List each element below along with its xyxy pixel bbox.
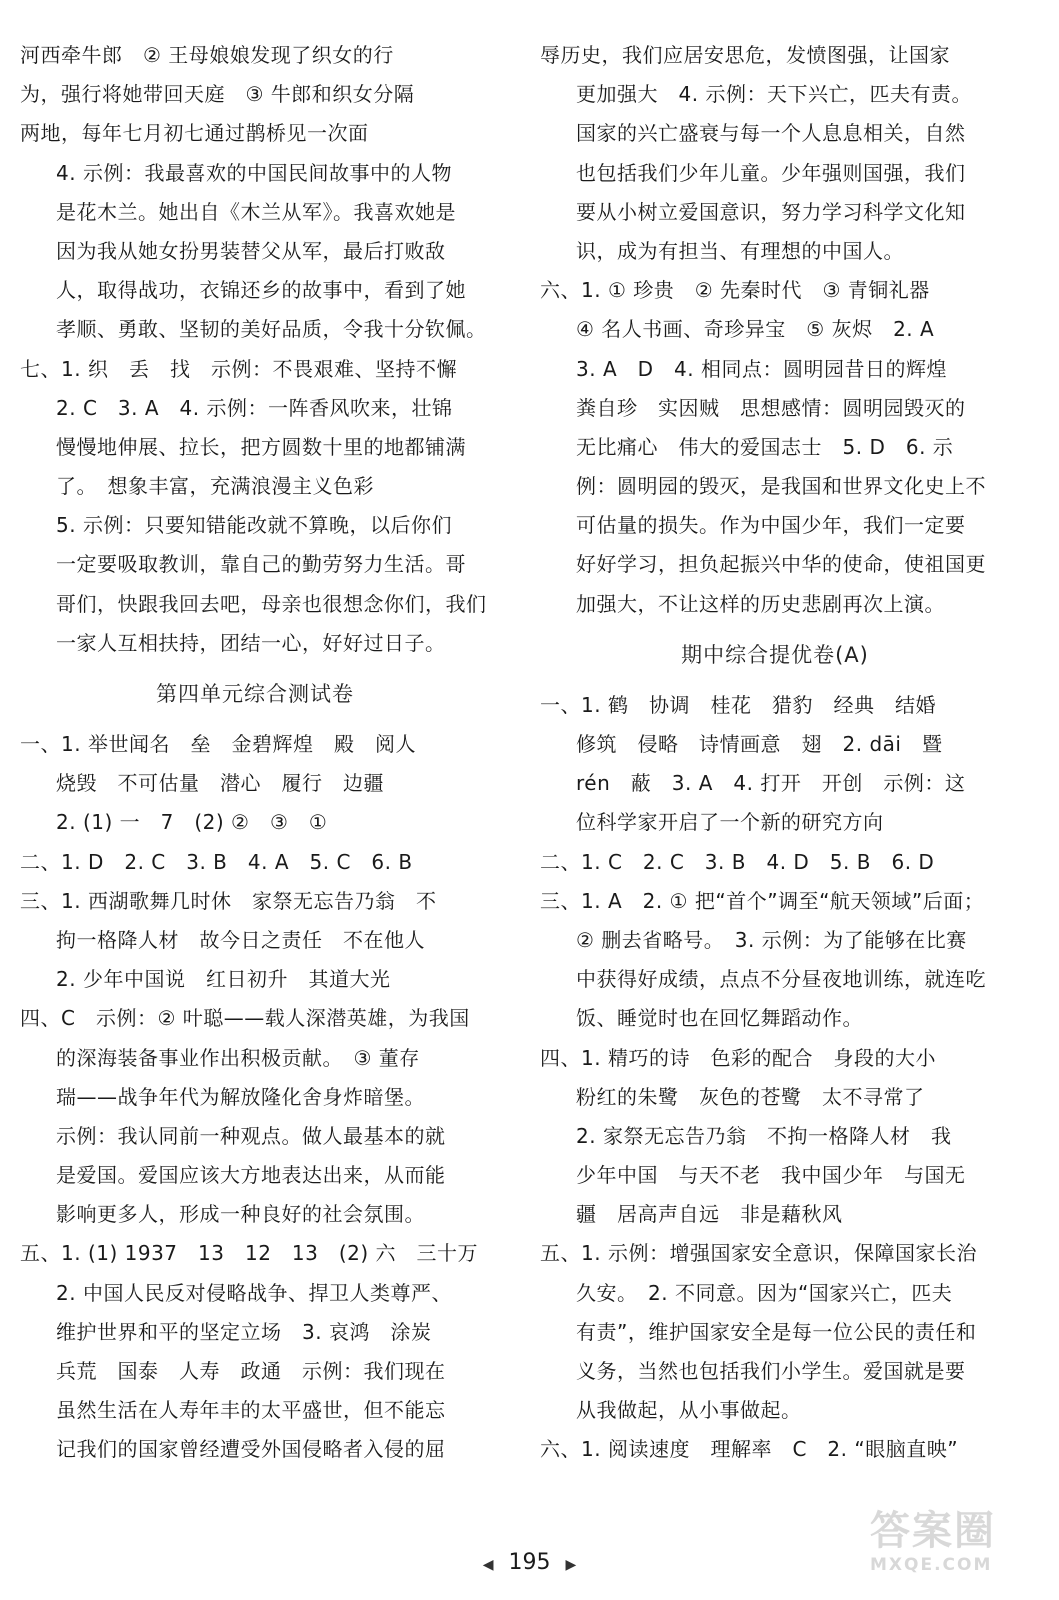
section-title-unit4: 第四单元综合测试卷 xyxy=(156,682,354,706)
answer-line: 2. C 3. A 4. 示例：一阵香风吹来，壮锦 xyxy=(56,395,453,420)
answer-line: 七、1. 织 丢 找 示例：不畏艰难、坚持不懈 xyxy=(20,356,457,381)
answer-line: 五、1. 示例：增强国家安全意识，保障国家长治 xyxy=(540,1241,977,1266)
answer-line: 中获得好成绩，点点不分昼夜地训练，就连吃 xyxy=(576,967,986,992)
answer-line: 从我做起，从小事做起。 xyxy=(576,1398,802,1423)
answer-line: 二、1. D 2. C 3. B 4. A 5. C 6. B xyxy=(20,849,413,874)
answer-line: 六、1. ① 珍贵 ② 先秦时代 ③ 青铜礼器 xyxy=(540,278,930,303)
answer-line: 2. (1) 一 7 (2) ② ③ ① xyxy=(56,810,328,835)
answer-line: 一定要吸取教训，靠自己的勤劳努力生活。哥 xyxy=(56,552,466,577)
answer-line: 慢慢地伸展、拉长，把方圆数十里的地都铺满 xyxy=(56,434,466,459)
answer-line: 孝顺、勇敢、坚韧的美好品质，令我十分钦佩。 xyxy=(56,317,487,342)
answer-line: 兵荒 国泰 人寿 政通 示例：我们现在 xyxy=(56,1359,446,1383)
answer-line: 4. 示例：我最喜欢的中国民间故事中的人物 xyxy=(56,160,452,185)
section-title-midterm: 期中综合提优卷(A) xyxy=(681,642,869,667)
answer-line: 也包括我们少年儿童。少年强则国强，我们 xyxy=(576,160,966,185)
prev-arrow-icon[interactable]: ◀ xyxy=(482,1557,494,1573)
answer-line: 无比痛心 伟大的爱国志士 5. D 6. 示 xyxy=(576,434,954,459)
answer-line: 加强大，不让这样的历史悲剧再次上演。 xyxy=(576,591,945,616)
right-text-block-a xyxy=(540,36,1010,624)
answer-line: 修筑 侵略 诗情画意 翅 2. dāi 暨 xyxy=(576,732,943,756)
answer-line: 是花木兰。她出自《木兰从军》。我喜欢她是 xyxy=(56,199,456,224)
answer-line: 一、1. 鹤 协调 桂花 猎豹 经典 结婚 xyxy=(540,692,936,717)
left-text-block-a xyxy=(20,36,490,663)
answer-line: 2. 家祭无忘告乃翁 不拘一格降人材 我 xyxy=(576,1123,952,1148)
answer-line: 烧毁 不可估量 潜心 履行 边疆 xyxy=(56,771,384,796)
answer-line: 一、1. 举世闻名 垒 金碧辉煌 殿 阅人 xyxy=(20,732,416,756)
answer-line: 5. 示例：只要知错能改就不算晚，以后你们 xyxy=(56,513,452,538)
answer-line: 五、1. (1) 1937 13 12 13 (2) 六 三十万 xyxy=(20,1241,479,1266)
watermark-logo-text: 答案圈 xyxy=(870,1508,996,1554)
answer-line: 四、C 示例：② 叶聪——载人深潜英雄，为我国 xyxy=(20,1006,470,1031)
answer-line: 三、1. 西湖歌舞几时休 家祭无忘告乃翁 不 xyxy=(20,888,437,913)
left-text-block-b xyxy=(20,725,490,1470)
answer-line: 少年中国 与天不老 我中国少年 与国无 xyxy=(576,1163,966,1188)
answer-line: 国家的兴亡盛衰与每一个人息息相关，自然 xyxy=(576,121,966,146)
answer-line: ② 删去省略号。 3. 示例：为了能够在比赛 xyxy=(576,927,967,952)
answer-line: rén 蔽 3. A 4. 打开 开创 示例：这 xyxy=(576,771,966,796)
answer-line: 位科学家开启了一个新的研究方向 xyxy=(576,810,884,835)
right-column xyxy=(540,36,1010,1470)
answer-line: 河西牵牛郎 ② 王母娘娘发现了织女的行 xyxy=(20,43,394,67)
watermark-url: MXQE.COM xyxy=(870,1555,993,1575)
answer-line: 3. A D 4. 相同点：圆明园昔日的辉煌 xyxy=(576,356,947,381)
answer-line: 有责”，维护国家安全是每一位公民的责任和 xyxy=(576,1319,977,1344)
answer-line: 为，强行将她带回天庭 ③ 牛郎和织女分隔 xyxy=(20,82,415,107)
answer-line: 2. 中国人民反对侵略战争、捍卫人类尊严、 xyxy=(56,1280,452,1305)
answer-line: 维护世界和平的坚定立场 3. 哀鸿 涂炭 xyxy=(56,1319,432,1344)
answer-line: 识，成为有担当、有理想的中国人。 xyxy=(576,238,904,263)
answer-line: 更加强大 4. 示例：天下兴亡，匹夫有责。 xyxy=(576,82,972,107)
answer-line: 了。 想象丰富，充满浪漫主义色彩 xyxy=(56,474,374,499)
answer-line: 记我们的国家曾经遭受外国侵略者入侵的屈 xyxy=(56,1437,446,1462)
answer-line: 因为我从她女扮男装替父从军，最后打败敌 xyxy=(56,238,446,263)
answer-line: 三、1. A 2. ① 把“首个”调至“航天领域”后面； xyxy=(540,888,985,913)
answer-line: 的深海装备事业作出积极贡献。 ③ 董存 xyxy=(56,1045,420,1070)
answer-line: 二、1. C 2. C 3. B 4. D 5. B 6. D xyxy=(540,849,935,874)
left-column xyxy=(20,36,490,1470)
answer-line: 辱历史，我们应居安思危，发愤图强，让国家 xyxy=(540,43,950,67)
answer-line: 影响更多人，形成一种良好的社会氛围。 xyxy=(56,1202,425,1227)
answer-line: 六、1. 阅读速度 理解率 C 2. “眼脑直映” xyxy=(540,1437,959,1462)
answer-line: 拘一格降人材 故今日之责任 不在他人 xyxy=(56,927,425,952)
answer-line: 示例：我认同前一种观点。做人最基本的就 xyxy=(56,1123,446,1148)
answer-line: 瑞——战争年代为解放隆化舍身炸暗堡。 xyxy=(56,1084,425,1109)
answer-line: 四、1. 精巧的诗 色彩的配合 身段的大小 xyxy=(540,1045,936,1070)
watermark-logo xyxy=(870,1508,1045,1588)
answer-line: 粉红的朱鹭 灰色的苍鹭 太不寻常了 xyxy=(576,1084,925,1109)
answer-line: 疆 居高声自远 非是藉秋风 xyxy=(576,1202,843,1227)
answer-line: 一家人互相扶持，团结一心，好好过日子。 xyxy=(56,630,446,655)
answer-line: ④ 名人书画、奇珍异宝 ⑤ 灰烬 2. A xyxy=(576,317,935,342)
answer-line: 是爱国。爱国应该大方地表达出来，从而能 xyxy=(56,1163,446,1188)
page-number: 195 xyxy=(508,1550,551,1575)
answer-line: 虽然生活在人寿年丰的太平盛世，但不能忘 xyxy=(56,1398,446,1423)
answer-line: 久安。 2. 不同意。因为“国家兴亡，匹夫 xyxy=(576,1280,953,1305)
right-text-block-b xyxy=(540,686,1010,1470)
answer-line: 2. 少年中国说 红日初升 其道大光 xyxy=(56,967,391,992)
answer-line: 例：圆明园的毁灭，是我国和世界文化史上不 xyxy=(576,474,986,499)
answer-line: 两地，每年七月初七通过鹊桥见一次面 xyxy=(20,121,369,146)
answer-line: 好好学习，担负起振兴中华的使命，使祖国更 xyxy=(576,552,986,577)
answer-line: 饭、睡觉时也在回忆舞蹈动作。 xyxy=(576,1006,863,1031)
answer-line: 要从小树立爱国意识，努力学习科学文化知 xyxy=(576,199,966,224)
answer-line: 可估量的损失。作为中国少年，我们一定要 xyxy=(576,513,966,538)
answer-line: 哥们，快跟我回去吧，母亲也很想念你们，我们 xyxy=(56,591,487,616)
answer-line: 义务，当然也包括我们小学生。爱国就是要 xyxy=(576,1359,966,1383)
answer-line: 人，取得战功，衣锦还乡的故事中，看到了她 xyxy=(56,278,466,303)
answer-line: 粪自珍 实因贼 思想感情：圆明园毁灭的 xyxy=(576,395,966,420)
next-arrow-icon[interactable]: ▶ xyxy=(565,1557,577,1573)
